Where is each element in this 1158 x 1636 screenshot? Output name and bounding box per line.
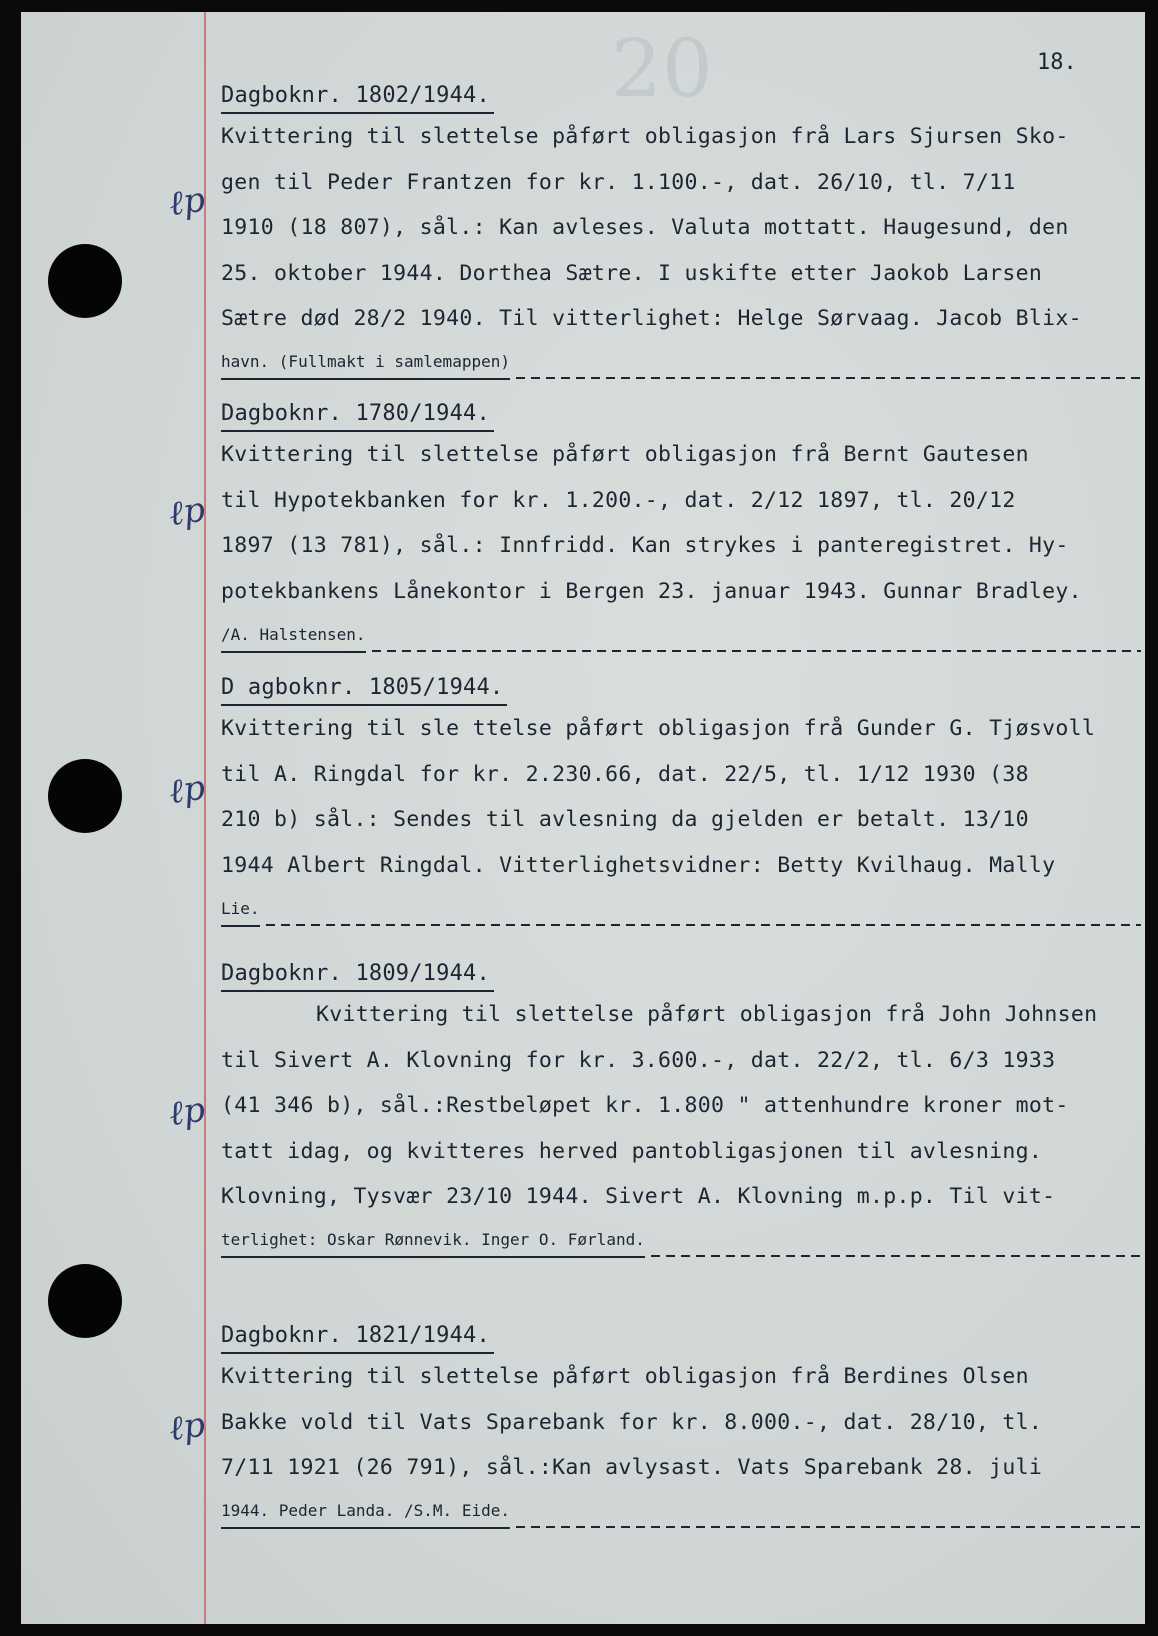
entry-line: Kvittering til slettelse påført obligasjon frå John Johnsen — [316, 1002, 1098, 1027]
journal-entry — [221, 398, 1141, 660]
entry-heading: Dagboknr. 1821/1944. — [221, 1320, 494, 1354]
document-page — [21, 12, 1145, 1624]
margin-initials: ℓp — [166, 1404, 208, 1450]
entry-line: Bakke vold til Vats Sparebank for kr. 8.000.-, dat. 28/10, tl. — [221, 1409, 1043, 1435]
dashed-filler — [651, 1255, 1141, 1257]
entry-last-text: Lie. — [221, 895, 260, 927]
entry-last-text: /A. Halstensen. — [221, 621, 366, 653]
entry-line: 210 b) sål.: Sendes til avlesning da gjelden er betalt. 13/10 — [221, 807, 1029, 832]
entry-heading: Dagboknr. 1780/1944. — [221, 398, 494, 432]
entry-line: 7/11 1921 (26 791), sål.:Kan avlysast. Vats Sparebank 28. juli — [221, 1455, 1043, 1480]
dashed-filler — [372, 650, 1142, 652]
dashed-filler — [266, 924, 1141, 926]
journal-entry — [221, 672, 1141, 934]
entry-line: gen til Peder Frantzen for kr. 1.100.-, dat. 26/10, tl. 7/11 — [221, 169, 1016, 195]
entry-closing-line — [221, 621, 1141, 653]
entry-closing-line — [221, 895, 1141, 927]
margin-initials: ℓp — [166, 1089, 208, 1135]
entry-line: (41 346 b), sål.:Restbeløpet kr. 1.800 " attenhundre kroner mot- — [221, 1093, 1069, 1118]
entry-line: 1944 Albert Ringdal. Vitterlighetsvidner: Betty Kvilhaug. Mally — [221, 852, 1056, 878]
journal-entry — [221, 1320, 1141, 1536]
entry-line: Kvittering til slettelse påført obligasjon frå Bernt Gautesen — [221, 442, 1029, 467]
entry-closing-line — [221, 1226, 1141, 1258]
entry-line: Sætre død 28/2 1940. Til vitterlighet: Helge Sørvaag. Jacob Blix- — [221, 306, 1082, 331]
entry-line: til A. Ringdal for kr. 2.230.66, dat. 22/5, tl. 1/12 1930 (38 — [221, 761, 1029, 787]
entry-line: 25. oktober 1944. Dorthea Sætre. I uskifte etter Jaokob Larsen — [221, 260, 1043, 286]
entry-line: 1897 (13 781), sål.: Innfridd. Kan strykes i panteregistret. Hy- — [221, 533, 1069, 558]
journal-entry — [221, 80, 1141, 387]
entry-last-text: terlighet: Oskar Rønnevik. Inger O. Førland. — [221, 1226, 645, 1258]
entry-line: Kvittering til slettelse påført obligasjon frå Berdines Olsen — [221, 1364, 1029, 1389]
punch-hole-top — [48, 244, 122, 318]
dashed-filler — [516, 377, 1141, 379]
margin-initials: ℓp — [166, 767, 208, 813]
entry-line: Klovning, Tysvær 23/10 1944. Sivert A. Klovning m.p.p. Til vit- — [221, 1184, 1056, 1209]
margin-initials: ℓp — [166, 489, 208, 535]
entry-closing-line — [221, 348, 1141, 380]
entry-last-text: 1944. Peder Landa. /S.M. Eide. — [221, 1497, 510, 1529]
entry-line: Kvittering til slettelse påført obligasjon frå Lars Sjursen Sko- — [221, 124, 1069, 149]
margin-rule — [204, 12, 206, 1624]
ghost-stamp-mark: 20 — [611, 22, 713, 115]
entry-line: Kvittering til sle ttelse påført obligasjon frå Gunder G. Tjøsvoll — [221, 716, 1096, 741]
entry-last-text: havn. (Fullmakt i samlemappen) — [221, 348, 510, 380]
dashed-filler — [516, 1526, 1141, 1528]
entry-line: tatt idag, og kvitteres herved pantobligasjonen til avlesning. — [221, 1138, 1043, 1164]
entry-line: potekbankens Lånekontor i Bergen 23. januar 1943. Gunnar Bradley. — [221, 578, 1082, 604]
punch-hole-bottom — [48, 1264, 122, 1338]
entry-line: til Hypotekbanken for kr. 1.200.-, dat. 2/12 1897, tl. 20/12 — [221, 487, 1016, 513]
entry-closing-line — [221, 1497, 1141, 1529]
margin-initials: ℓp — [166, 179, 208, 225]
entry-line: til Sivert A. Klovning for kr. 3.600.-, dat. 22/2, tl. 6/3 1933 — [221, 1047, 1056, 1073]
punch-hole-middle — [48, 759, 122, 833]
journal-entry — [221, 958, 1141, 1265]
entry-heading: D agboknr. 1805/1944. — [221, 672, 507, 706]
entry-line: 1910 (18 807), sål.: Kan avleses. Valuta mottatt. Haugesund, den — [221, 215, 1069, 240]
entry-heading: Dagboknr. 1802/1944. — [221, 80, 494, 114]
page-number: 18. — [1037, 50, 1077, 75]
entry-heading: Dagboknr. 1809/1944. — [221, 958, 494, 992]
